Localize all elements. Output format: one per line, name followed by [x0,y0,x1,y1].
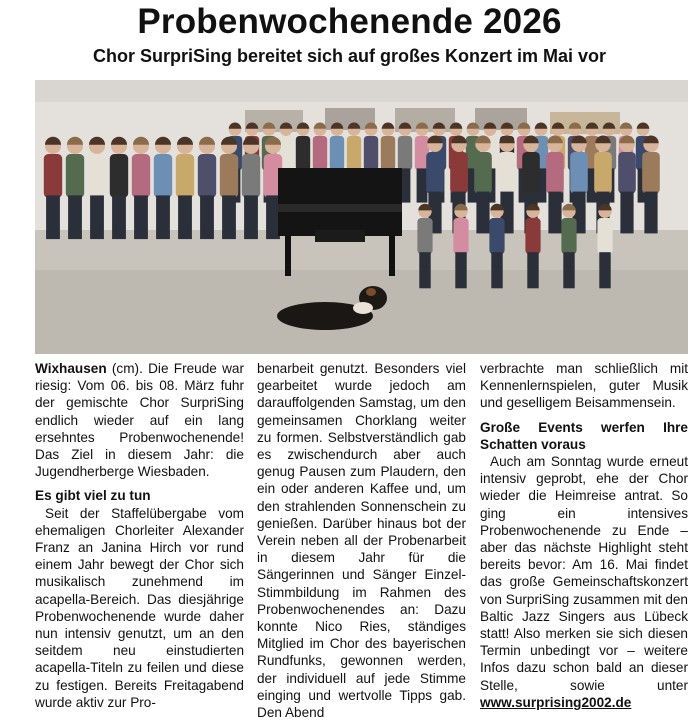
paragraph-col3-1: verbrachte man schließlich mit Kennenlernspielen, guter Musik und geselligem Beisammensein. [480,361,688,411]
headline: Probenwochenende 2026 [137,2,562,41]
section-heading-2: Große Events werfen Ihre Schatten voraus [480,419,688,452]
subheadline: Chor SurpriSing bereitet sich auf großes Konzert im Mai vor [92,46,607,66]
paragraph-col2-1: benarbeit genutzt. Besonders viel gearbeitet wurde jedoch am darauffolgenden Samstag, um den gemeinsamen Chorklang weiter zu formen. Selbstverständlich gab es zwischendurch aber auch genug Pausen zum Plaudern, den ein oder anderen Kaffee und, um den strahlenden Sonnenschein zu genießen. Darüber hinaus bot der Verein neben all der Probenarbeit in diesem Jahr für die Sängerinnen und Sänger Einzel-Stimmbildung im Rahmen des Probenwochenendes an: Dazu konnte Nico Ries, ständiges Mitglied im Chor des bayerischen Rundfunks, gewonnen werden, der individuell auf jede Stimme einging und wertvolle Tipps gab. Den Abend [257,361,466,721]
website-link[interactable]: www.surprising2002.de [480,694,632,710]
column-2 [257,360,466,721]
column-3 [480,360,688,711]
paragraph-col1-2: Seit der Staffelübergabe vom ehemaligen Chorleiter Alexander Franz an Janina Hirch vor rund einem Jahr bewegt der Chor sich musikalisch zunehmend im acapella-Bereich. Das diesjährige Probenwochenende wurde daher nun intensiv genutzt, um an den seitdem neu einstudierten acapella-Titeln zu feilen und diese zu festigen. Bereits Freitagabend wurde aktiv zur Pro- [35,505,244,710]
dateline: Wixhausen [35,361,107,376]
intro-paragraph: (cm). Die Freude war riesig: Vom 06. bis 08. März fuhr der gemischte Chor SurpriSing endlich wieder auf ein lang ersehntes Probenwochenende! Das Ziel in diesem Jahr: die Jugendherberge Wiesbaden. [35,361,244,480]
section-heading-1: Es gibt viel zu tun [35,488,151,504]
group-photo [35,80,688,354]
paragraph-col3-2: Auch am Sonntag wurde erneut intensiv geprobt, ehe der Chor wieder die Heimreise antrat. So ging ein intensives Probenwochenende zu Ende – aber das nächste Highlight steht bereits bevor: Am 16. Mai findet das große Gemeinschaftskonzert von SurpriSing zusammen mit den Baltic Jazz Singers aus Lübeck statt! Also merken sie sich diesen Termin unbedingt vor – weitere Infos dazu schon bald an dieser Stelle, sowie unter [480,454,688,693]
column-1 [35,360,244,711]
